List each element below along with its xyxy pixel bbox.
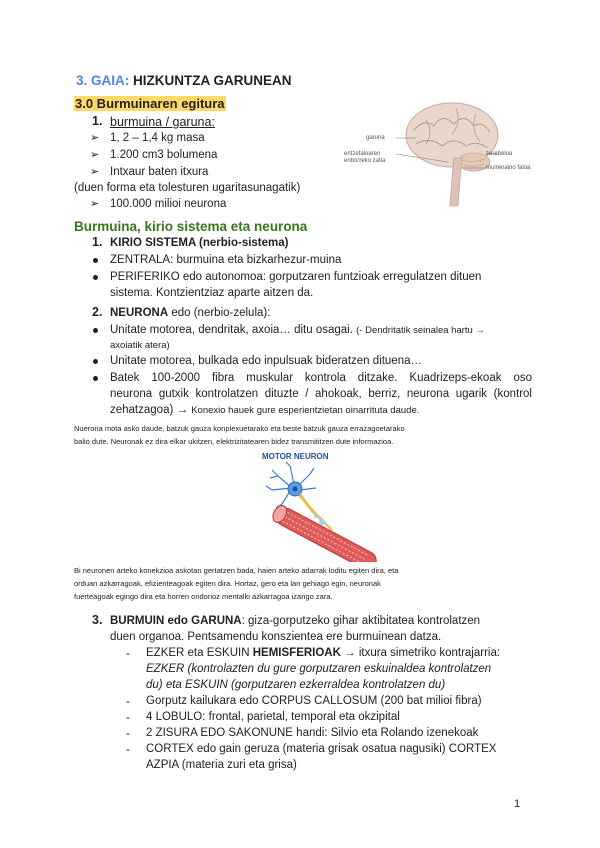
brain-label-muina: muineraino faloa [486,165,531,171]
bullet-icon [93,328,98,333]
arrow-bullet-icon: ➢ [90,132,100,144]
arrow-bullet-icon: ➢ [90,149,100,161]
small-paragraph-line: fuerteagoak egingo dira eta horren ondorioz mentalki azkarragoa izango zara. [74,592,333,601]
chapter-name: HIZKUNTZA GARUNEAN [133,73,292,88]
brain-dash-item: CORTEX edo gain geruza (materia grisak osatua nagusiki) CORTEX [146,743,497,755]
dash-bullet: - [126,646,130,660]
brain-figure [336,100,536,210]
chapter-number: 3. GAIA: [76,73,130,88]
small-paragraph-line: Nuerona mota asko daude, batzuk gauza konplexuetarako eta beste batzuk gauza errazagoetarako [74,424,405,433]
dash-bullet: - [126,742,130,756]
kirio-bullet: PERIFERIKO edo autonomoa: gorputzaren funtzioak erregulatzen dituen [110,271,482,283]
brain-dash-item: 2 ZISURA EDO SAKONUNE handi: Silvio eta Rolando izenekoak [146,727,479,739]
item-title: burmuina / garuna: [110,115,215,129]
brain-section-line: duen organoa. Pentsamendu konszientea ere burmuinean datza. [110,631,442,643]
arrow-bullet-icon: ➢ [90,198,100,210]
neurona-bullet: Unitate motorea, bulkada edo inpulsuak bideratzen dituena… [110,355,422,367]
small-paragraph-line: Bi neuronen arteko konekzioa askotan gertatzen bada, haien arteko adarrak loditu egiten dira, eta [74,566,399,575]
brain-label-garuna: garuna [366,135,385,141]
kirio-bullet: ZENTRALA: burmuina eta bizkarhezur-muina [110,254,342,266]
item-number: 3. [92,613,103,627]
kirio-title: KIRIO SISTEMA (nerbio-sistema) [110,237,289,249]
bullet-icon [93,376,98,381]
neurona-bullet-cont: zehatzagoa) → Konexio hauek gure esperientzietan oinarrituta daude. [110,404,420,416]
page-number: 1 [514,798,521,810]
brain-section-title: BURMUIN edo GARUNA: giza-gorputzeko gihar aktibitatea kontrolatzen [110,615,481,627]
arrow-bullet-icon: ➢ [90,166,100,178]
brain-dash-item: 4 LOBULO: frontal, parietal, temporal eta okzipital [146,711,400,723]
bullet-icon [93,275,98,280]
brain-dash-item: Gorputz kailukara edo CORPUS CALLOSUM (200 bat milioi fibra) [146,695,482,707]
arrow-item: 1, 2 – 1,4 kg masa [110,132,205,144]
dash-bullet: - [126,710,130,724]
kirio-bullet-cont: sistema. Kontzientziaz aparte aitzen da. [110,287,314,299]
bullet-icon [93,359,98,364]
page-title [76,73,292,88]
neurona-title: NEURONA edo (nerbio-zelula): [110,307,271,319]
brain-label-zerebeloa: zerebeloa [486,151,513,157]
item-number: 2. [92,305,103,319]
dash-bullet: - [126,694,130,708]
item-number: 1. [92,114,103,128]
brain-dash-item-cont: AZPIA (materia zuri eta grisa) [146,759,297,771]
small-paragraph-line: orduan azkarragoak, efizienteagoak egiten dira. Hortaz, gero eta lan gehiago egin, neuronak [74,579,381,588]
dash-bullet: - [126,726,130,740]
motor-neuron-title: MOTOR NEURON [262,452,329,461]
bullet-icon [93,258,98,263]
motor-neuron-illustration [222,450,382,562]
arrow-item: Intxaur baten itxura [110,166,209,178]
motor-neuron-figure [222,450,382,562]
note-text: (duen forma eta tolesturen ugaritasunagatik) [74,182,301,194]
brain-dash-item-cont: EZKER (kontrolazten du gure gorputzaren eskuinaldea kontrolatzen [146,663,492,675]
item-number: 1. [92,235,103,249]
brain-label-enborra: entzefaloaren enborreko zatia [344,151,386,164]
brain-dash-item-cont: du) eta ESKUIN (gorputzaren ezkerraldea kontrolatzen du) [146,679,446,691]
neurona-bullet-cont: neurona gutxik kontrolatzen dituzte / ahokoak, berriz, neurona ugarik (kontrol [110,388,532,400]
small-paragraph-line: balio dute. Neuronak ez dira elkar ukitzen, elektrizitatearen bidez transmititzen dute informazioa. [74,437,394,446]
arrow-item: 1.200 cm3 bolumena [110,149,218,161]
section-heading-structure: 3.0 Burmuinaren egitura [75,96,225,111]
neurona-bullet: Batek 100-2000 fibra muskular kontrola ditzake. Kuadrizeps-ekoak oso [110,372,532,384]
brain-dash-item: EZKER eta ESKUIN HEMISFERIOAK → itxura simetriko kontrajarria: [146,647,501,659]
neurona-bullet: Unitate motorea, dendritak, axoia… ditu osagai. (- Dendritatik seinalea hartu → [110,324,485,336]
section-heading-nervous: Burmuina, kirio sistema eta neurona [74,219,308,234]
arrow-item: 100.000 milioi neurona [110,198,227,210]
neurona-bullet-cont: axoiatik atera) [110,340,170,351]
